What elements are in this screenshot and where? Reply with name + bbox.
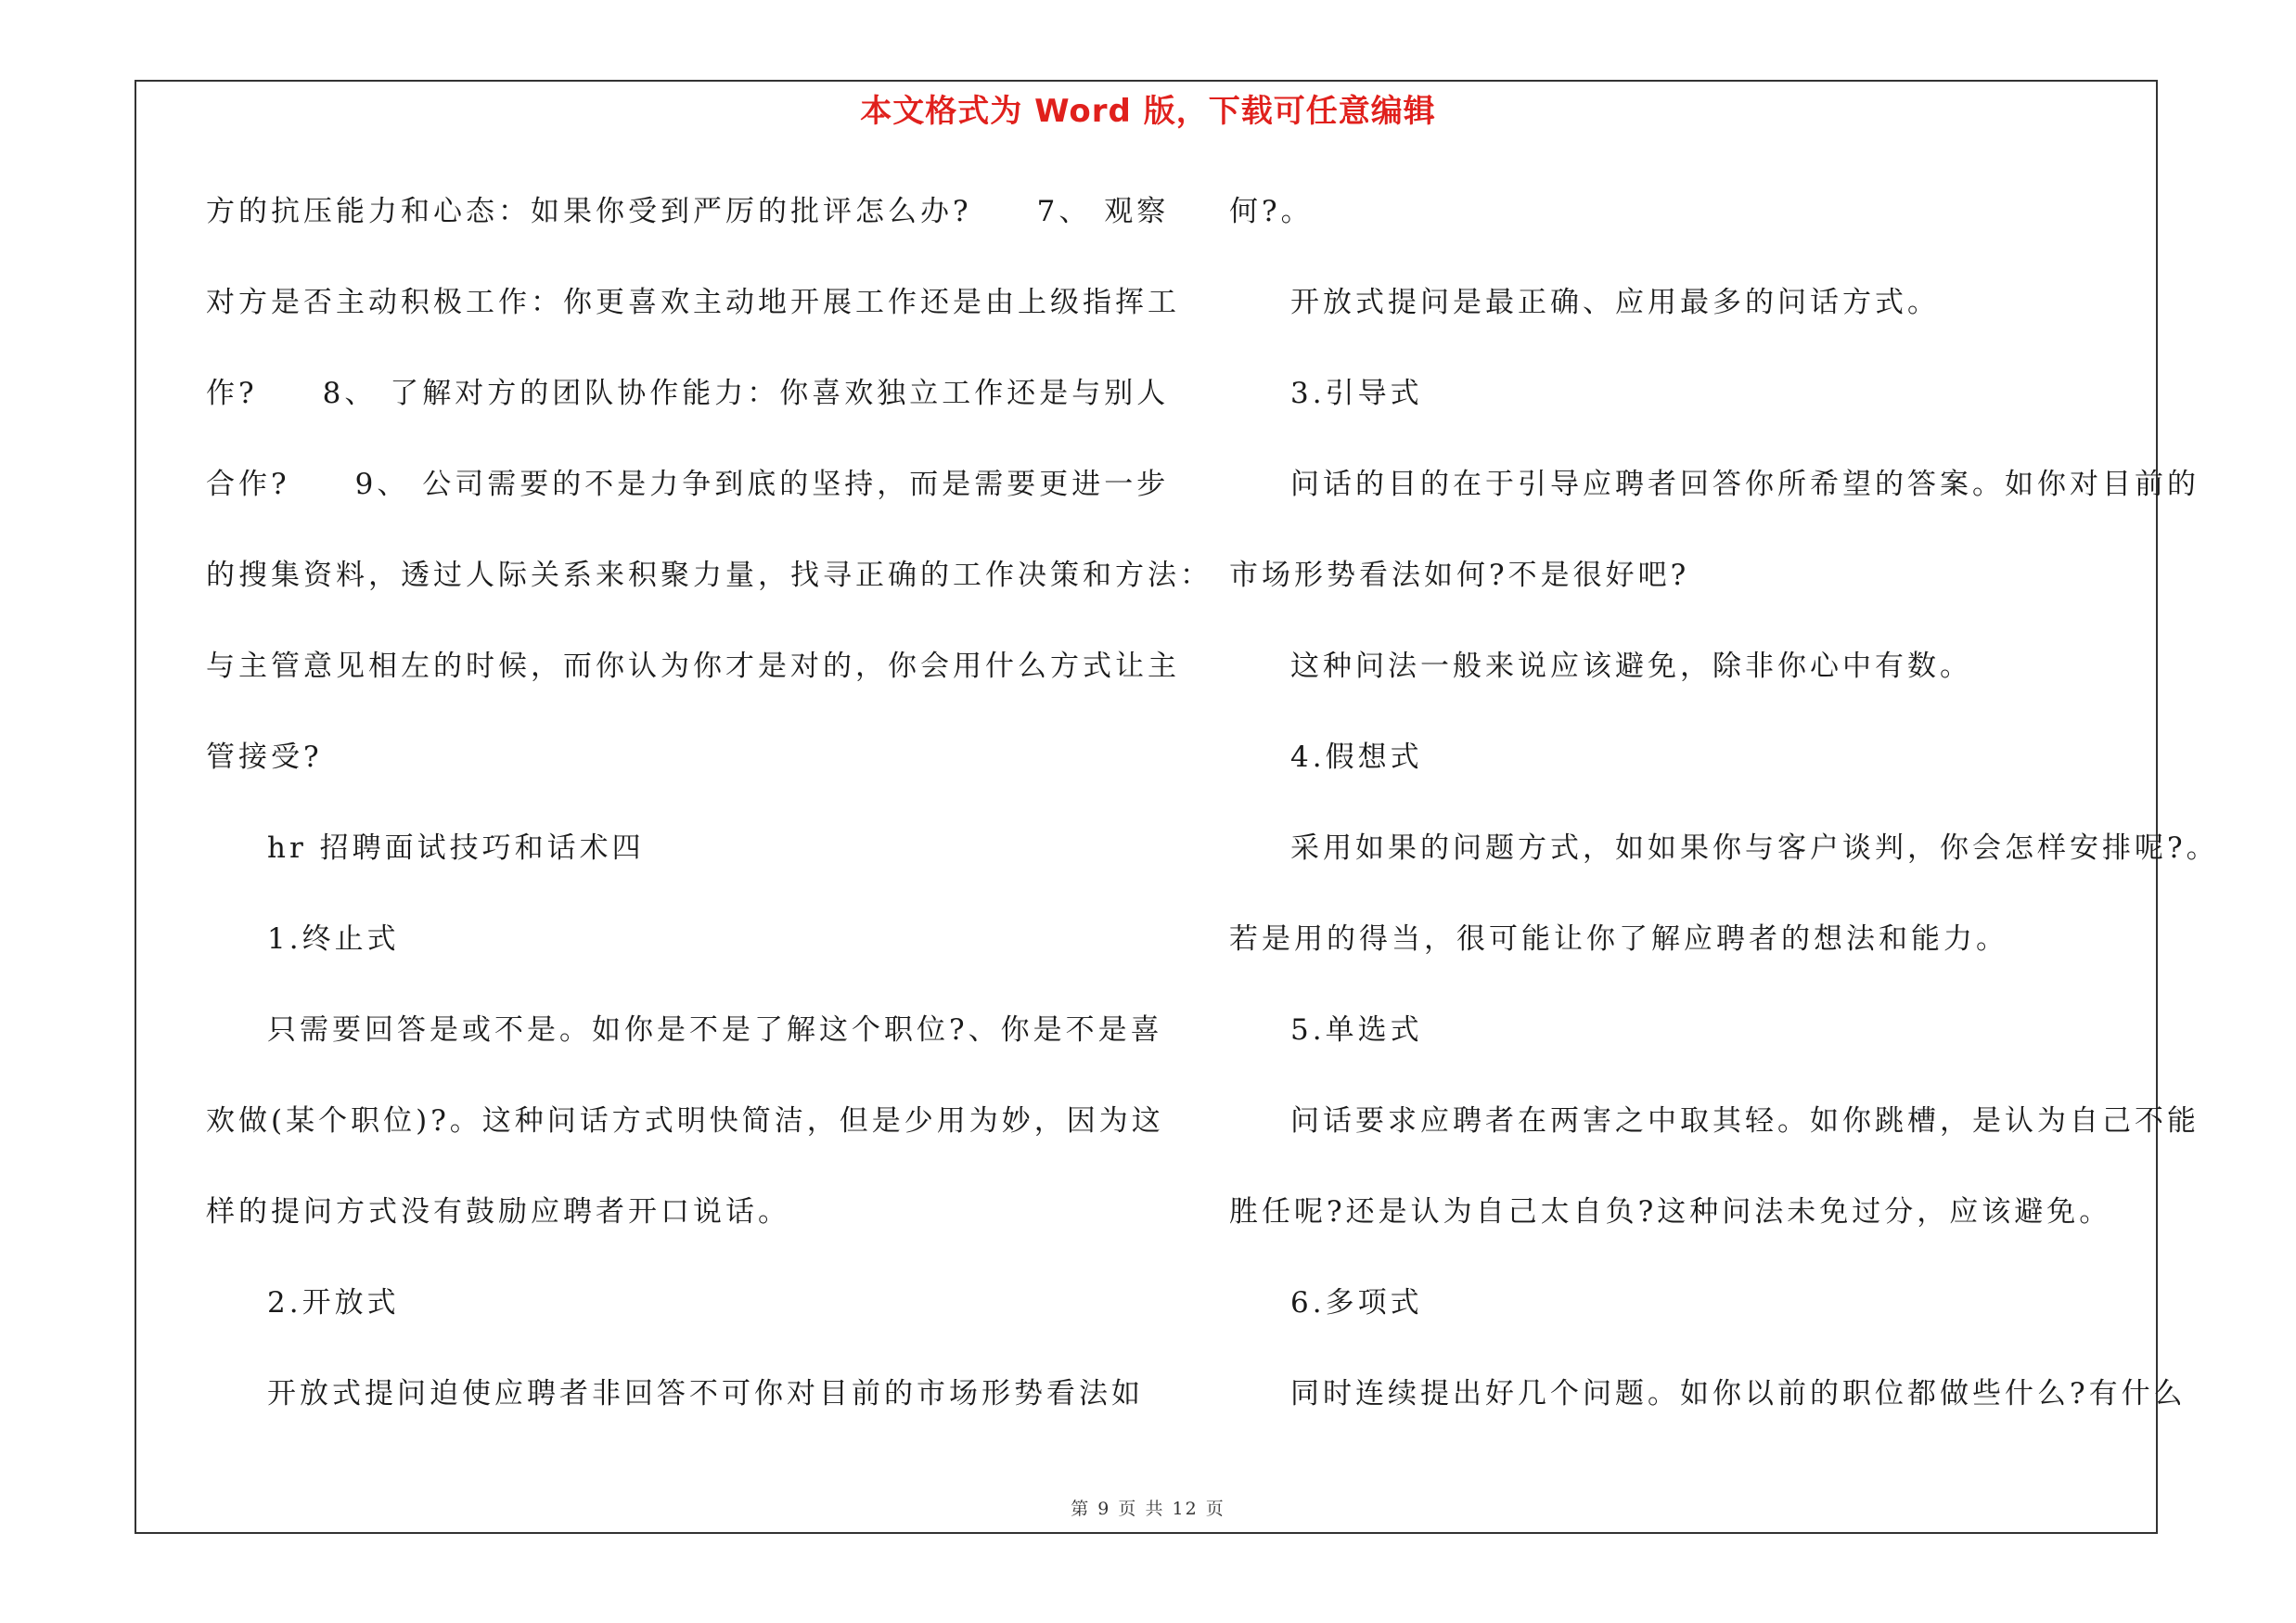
text-line: 欢做(某个职位)?。这种问话方式明快简洁，但是少用为妙，因为这 [206,1104,1164,1138]
text-line: 与主管意见相左的时候，而你认为你才是对的，你会用什么方式让主 [206,650,1180,683]
text-line: 3.引导式 [1290,377,1423,410]
text-line: 采用如果的问题方式，如如果你与客户谈判，你会怎样安排呢?。 [1290,831,2219,865]
text-line: 方的抗压能力和心态：如果你受到严厉的批评怎么办? 7、 观察 [206,195,1170,228]
text-line: 样的提问方式没有鼓励应聘者开口说话。 [206,1195,790,1229]
text-line: 何?。 [1229,195,1314,228]
text-line: 5.单选式 [1290,1013,1423,1047]
text-line: 市场形势看法如何?不是很好吧? [1229,559,1690,592]
text-line: 的搜集资料，透过人际关系来积聚力量，找寻正确的工作决策和方法： [206,559,1212,592]
text-line: 开放式提问是最正确、应用最多的问话方式。 [1290,286,1940,319]
text-line: 若是用的得当，很可能让你了解应聘者的想法和能力。 [1229,922,2008,956]
right-text-column [1229,183,2219,1456]
text-line: 管接受? [206,741,323,774]
text-line: hr 招聘面试技巧和话术四 [267,831,645,865]
text-line: 合作? 9、 公司需要的不是力争到底的坚持，而是需要更进一步 [206,468,1170,501]
text-line: 胜任呢?还是认为自己太自负?这种问法未免过分，应该避免。 [1229,1195,2112,1229]
left-text-column [206,183,1212,1456]
page-number: 第 9 页 共 12 页 [1071,1499,1225,1519]
text-line: 问话要求应聘者在两害之中取其轻。如你跳槽，是认为自己不能 [1290,1104,2200,1138]
text-line: 这种问法一般来说应该避免，除非你心中有数。 [1290,650,1972,683]
text-line: 对方是否主动积极工作：你更喜欢主动地开展工作还是由上级指挥工 [206,286,1180,319]
text-line: 问话的目的在于引导应聘者回答你所希望的答案。如你对目前的 [1290,468,2200,501]
text-line: 只需要回答是或不是。如你是不是了解这个职位?、你是不是喜 [267,1013,1163,1047]
text-line: 4.假想式 [1290,741,1423,774]
format-banner: 本文格式为 Word 版，下载可任意编辑 [860,93,1436,130]
text-line: 1.终止式 [267,922,400,956]
text-line: 6.多项式 [1290,1286,1423,1320]
text-line: 2.开放式 [267,1286,400,1320]
text-line: 同时连续提出好几个问题。如你以前的职位都做些什么?有什么 [1290,1377,2187,1410]
text-line: 作? 8、 了解对方的团队协作能力：你喜欢独立工作还是与别人 [206,377,1170,410]
text-line: 开放式提问迫使应聘者非回答不可你对目前的市场形势看法如 [267,1377,1144,1410]
